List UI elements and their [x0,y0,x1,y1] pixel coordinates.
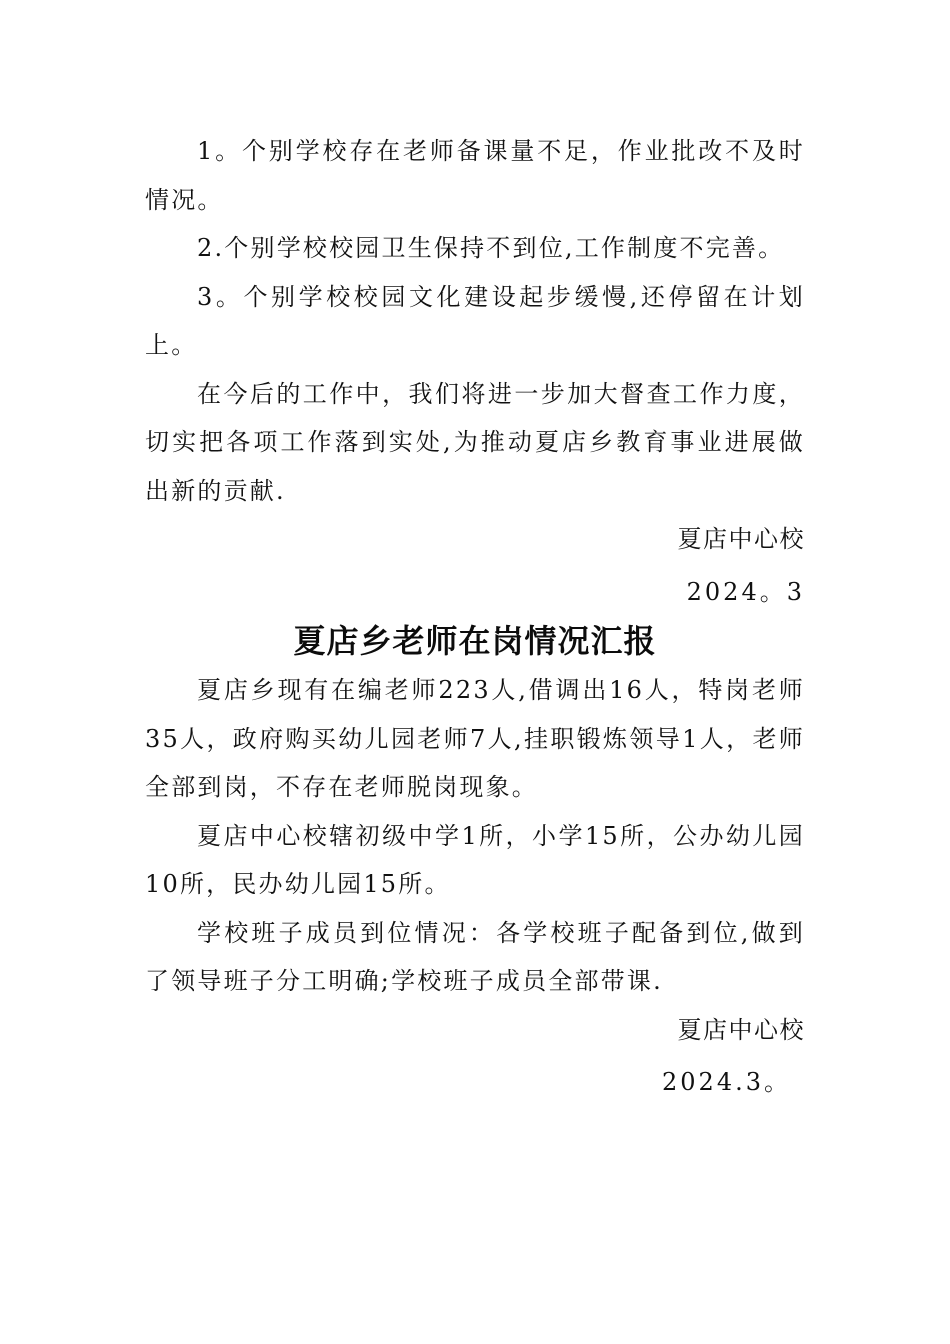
date-2: 2024.3。 [662,1068,791,1096]
closing-paragraph: 在今后的工作中，我们将进一步加大督查工作力度，切实把各项工作落到实处,为推动夏店乡教育事业进展做出新的贡献. [145,379,805,505]
issue-item-1: 1。个别学校存在老师备课量不足，作业批改不及时情况。 [145,137,805,214]
signature-1: 夏店中心校 [677,525,805,553]
date-1: 2024。3 [686,577,805,606]
issue-item-2: 2.个别学校校园卫生保持不到位,工作制度不完善。 [197,234,785,262]
staff-paragraph: 夏店乡现有在编老师223人,借调出16人，特岗老师35人，政府购买幼儿园老师7人,挂职锻炼领导1人，老师全部到岗，不存在老师脱岗现象。 [145,676,805,801]
leadership-paragraph: 学校班子成员到位情况：各学校班子配备到位,做到了领导班子分工明确;学校班子成员全部带课. [145,918,805,995]
signature-2: 夏店中心校 [677,1015,805,1044]
report-title: 夏店乡老师在岗情况汇报 [293,622,657,660]
schools-paragraph: 夏店中心校辖初级中学1所，小学15所，公办幼儿园10所，民办幼儿园15所。 [145,821,805,898]
document-body [145,127,805,1107]
issue-item-3: 3。个别学校校园文化建设起步缓慢,还停留在计划上。 [145,282,805,359]
